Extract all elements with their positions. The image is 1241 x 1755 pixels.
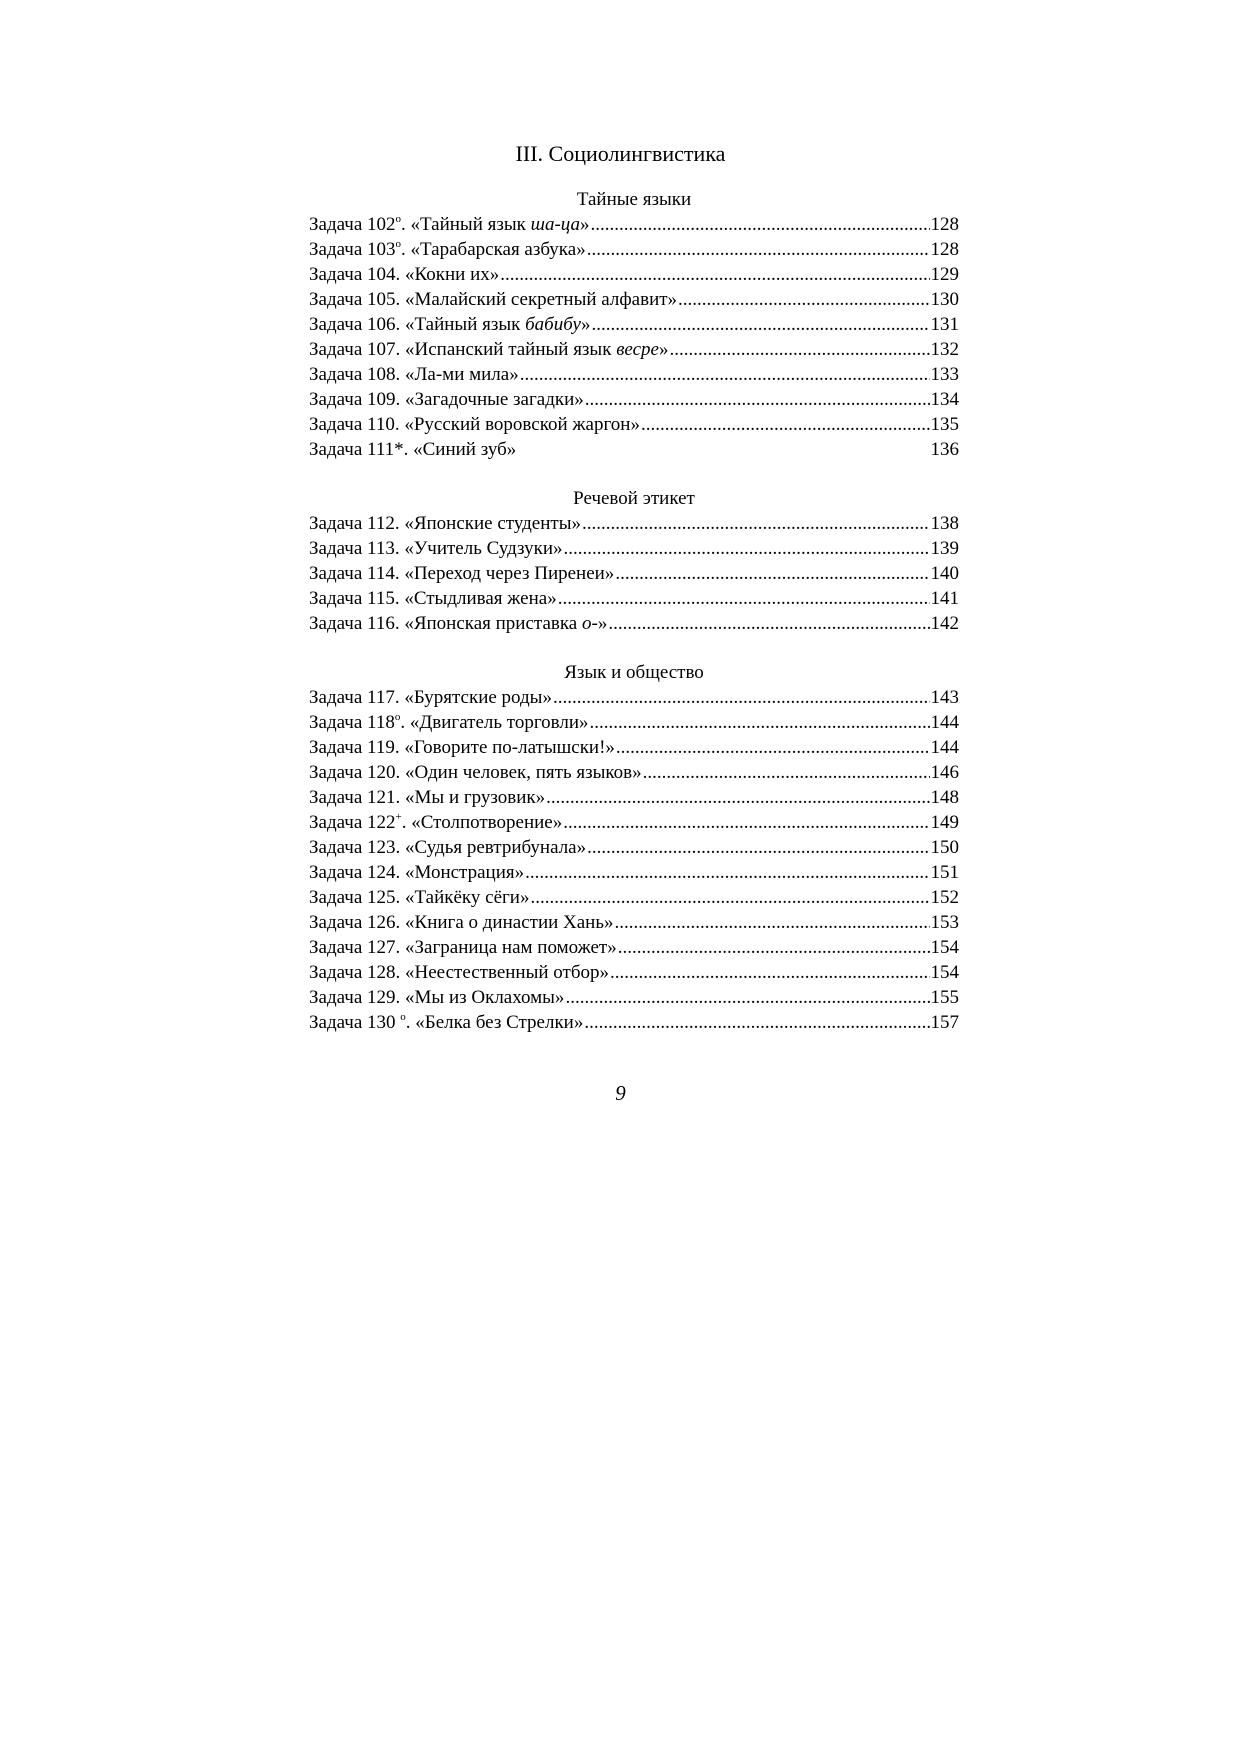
dot-leader [587,237,930,262]
toc-entry [309,885,959,910]
toc-entry-title [309,1010,583,1035]
task-title: . «Испанский тайный язык [395,339,617,360]
toc-page-number: 146 [930,762,959,783]
task-mark: о [395,213,402,225]
toc-entry [309,387,959,412]
task-title: . «Мы из Оклахомы» [395,987,565,1008]
toc-entry [309,935,959,960]
toc-entry-title [309,312,590,337]
toc-page-number: 144 [930,737,959,758]
toc-page-number: 132 [930,339,959,360]
toc-page-number: 129 [930,264,959,285]
task-number: Задача 112 [309,513,395,534]
task-title-end: » [580,214,590,235]
toc-entry-title [309,785,545,810]
toc-entry-title [309,262,499,287]
section-title: Тайные языки [576,189,692,210]
toc-page-number: 154 [930,937,959,958]
dot-leader [641,412,930,437]
task-title-italic: ша-ца [530,214,581,235]
toc-entry [309,237,959,262]
task-title: . «Стыдливая жена» [394,588,557,609]
task-number: Задача 129 [309,987,396,1008]
toc-entry-title [309,710,589,735]
toc-entry [309,511,959,536]
task-number: Задача 121 [309,787,396,808]
task-title: . «Говорите по-латышски!» [394,737,615,758]
dot-leader [546,785,929,810]
toc-list [309,212,959,462]
page-number: 9 [615,1081,626,1105]
task-title-italic: весре [616,339,659,360]
task-title: . «Ла-ми мила» [395,364,519,385]
task-title: . «Заграница нам поможет» [395,937,617,958]
task-mark: + [395,811,402,823]
toc-entry [309,760,959,785]
task-number: Задача 114 [309,563,395,584]
task-title: . «Столпотворение» [401,812,563,833]
task-title: . «Японская приставка [394,613,582,634]
task-number: Задача 123 [309,837,396,858]
task-number: Задача 105 [309,289,396,310]
toc-entry [309,710,959,735]
toc-entry [309,785,959,810]
dot-leader [615,910,930,935]
toc-page-number: 154 [930,962,959,983]
toc-entry [309,312,959,337]
task-number: Задача 102 [309,214,396,235]
toc-entry-title [309,561,614,586]
task-title: . «Малайский секретный алфавит» [395,289,678,310]
task-title: . «Кокни их» [395,264,500,285]
task-mark: о [394,711,401,723]
toc-page-number: 141 [930,588,959,609]
task-mark: о [395,238,402,250]
task-number: Задача 110 [309,414,395,435]
task-number: Задача 119 [309,737,395,758]
toc-page-number: 153 [930,912,959,933]
dot-leader [591,212,930,237]
dot-leader [618,935,930,960]
dot-leader [616,735,930,760]
task-number: Задача 128 [309,962,396,983]
toc-entry-title [309,810,562,835]
part-title: III. Социолингвистика [515,141,726,166]
toc-entry [309,536,959,561]
toc-entry-title [309,860,524,885]
task-number: Задача 104 [309,264,396,285]
dot-leader [584,1010,929,1035]
dot-leader [615,561,929,586]
toc-entry [309,611,959,636]
task-number: Задача 103 [309,239,396,260]
dot-leader [643,760,930,785]
toc-section-speech-etiquette [309,486,959,636]
toc-page-number: 128 [930,214,959,235]
toc-entry-title [309,985,564,1010]
task-number: Задача 118 [309,712,395,733]
toc-section-secret-languages [309,187,959,462]
task-title-italic: бабибу [525,314,581,335]
toc-page-number: 142 [930,613,959,634]
task-title: . «Японские студенты» [394,513,581,534]
toc-page-number: 133 [930,364,959,385]
dot-leader [563,810,929,835]
task-number: Задача 125 [309,887,396,908]
toc-page-number: 144 [930,712,959,733]
toc-page-number: 128 [930,239,959,260]
toc-entry-title [309,387,584,412]
dot-leader [608,611,929,636]
task-number: Задача 122 [309,812,396,833]
toc-entry-title [309,960,609,985]
dot-leader [564,536,930,561]
task-title-end: » [597,613,608,634]
task-title: . «Монстрация» [395,862,525,883]
toc-entry [309,1010,959,1035]
toc-entry-title [309,611,607,636]
task-number: Задача 111* [309,439,404,460]
task-title: . «Тарабарская азбука» [401,239,586,260]
section-title: Речевой этикет [573,488,695,509]
toc-entry [309,685,959,710]
toc-page-number: 135 [930,414,959,435]
toc-entry-title [309,437,516,462]
dot-leader [520,362,930,387]
toc-entry-title [309,910,614,935]
toc-page-number: 143 [930,687,959,708]
task-number: Задача 113 [309,538,395,559]
dot-leader [678,287,929,312]
toc-entry [309,960,959,985]
task-title: . «Тайный язык [401,214,531,235]
toc-entry-title [309,412,640,437]
dot-leader [587,835,929,860]
toc-section-language-and-society [309,660,959,1035]
task-title: . «Один человек, пять языков» [395,762,642,783]
dot-leader [610,960,929,985]
toc-entry-title [309,287,677,312]
toc-page-number: 140 [930,563,959,584]
toc-entry-title [309,536,563,561]
task-title: . «Бурятские роды» [394,687,552,708]
task-mark: о [400,1011,406,1023]
task-number: Задача 106 [309,314,396,335]
dot-leader [553,685,930,710]
task-number: Задача 127 [309,937,396,958]
toc-page-number: 157 [930,1012,959,1033]
toc-entry [309,337,959,362]
toc-list [309,685,959,1035]
toc-entry [309,287,959,312]
toc-page-number: 149 [930,812,959,833]
task-title-italic: о- [581,613,598,634]
dot-leader [585,387,930,412]
task-title: . «Белка без Стрелки» [405,1012,584,1033]
task-title: . «Загадочные загадки» [395,389,584,410]
task-number: Задача 116 [309,613,395,634]
task-number: Задача 115 [309,588,395,609]
task-number: Задача 107 [309,339,396,360]
dot-leader [582,511,930,536]
task-title: . «Учитель Судзуки» [394,538,563,559]
task-number: Задача 108 [309,364,396,385]
toc-page-number: 152 [930,887,959,908]
toc-page-number: 150 [930,837,959,858]
task-title-end: » [580,314,591,335]
task-number: Задача 120 [309,762,396,783]
toc-entry [309,860,959,885]
task-title: . «Переход через Пиренеи» [394,563,615,584]
toc-entry-title [309,760,642,785]
toc-entry-title [309,735,615,760]
toc-entry [309,561,959,586]
toc-page-number: 151 [930,862,959,883]
toc-entry [309,810,959,835]
task-number: Задача 130 [309,1012,401,1033]
toc-entry-title [309,685,552,710]
toc-entry-title [309,885,529,910]
toc-page-number: 155 [930,987,959,1008]
toc-entry-title [309,212,590,237]
toc-entry-title [309,511,581,536]
toc-entry-title [309,835,586,860]
toc-entry [309,985,959,1010]
toc-entry [309,262,959,287]
task-title: . «Русский воровской жаргон» [394,414,640,435]
dot-leader [500,262,929,287]
task-title: . «Мы и грузовик» [395,787,546,808]
toc-entry [309,362,959,387]
toc-entry-title [309,337,668,362]
task-title: . «Тайный язык [395,314,526,335]
task-title: . «Книга о династии Хань» [395,912,614,933]
toc-page-number: 136 [930,439,959,460]
toc-page-number: 139 [930,538,959,559]
task-number: Задача 109 [309,389,396,410]
task-title-end: » [658,339,669,360]
dot-leader [590,710,930,735]
task-title: . «Судья ревтрибунала» [395,837,587,858]
toc-entry [309,437,959,462]
dot-leader [591,312,929,337]
toc-entry [309,735,959,760]
toc-page-number: 148 [930,787,959,808]
task-title: . «Двигатель торговли» [400,712,589,733]
toc-entry [309,586,959,611]
toc-page-number: 131 [930,314,959,335]
toc-entry-title [309,935,617,960]
task-title: . «Тайкёку сёги» [395,887,530,908]
toc-page-number: 130 [930,289,959,310]
dot-leader [525,860,929,885]
dot-leader [558,586,930,611]
toc-entry [309,412,959,437]
dot-leader [669,337,929,362]
task-number: Задача 124 [309,862,396,883]
task-number: Задача 117 [309,687,395,708]
toc-entry [309,212,959,237]
toc-page-number: 134 [930,389,959,410]
section-title: Язык и общество [564,662,704,683]
toc-list [309,511,959,636]
toc-entry-title [309,586,557,611]
toc-entry-title [309,237,586,262]
toc-entry [309,835,959,860]
dot-leader [565,985,929,1010]
task-title: . «Неестественный отбор» [395,962,610,983]
toc-entry-title [309,362,519,387]
toc-page-number: 138 [930,513,959,534]
task-number: Задача 126 [309,912,396,933]
toc-entry [309,910,959,935]
task-title: . «Синий зуб» [403,439,517,460]
dot-leader [530,885,929,910]
